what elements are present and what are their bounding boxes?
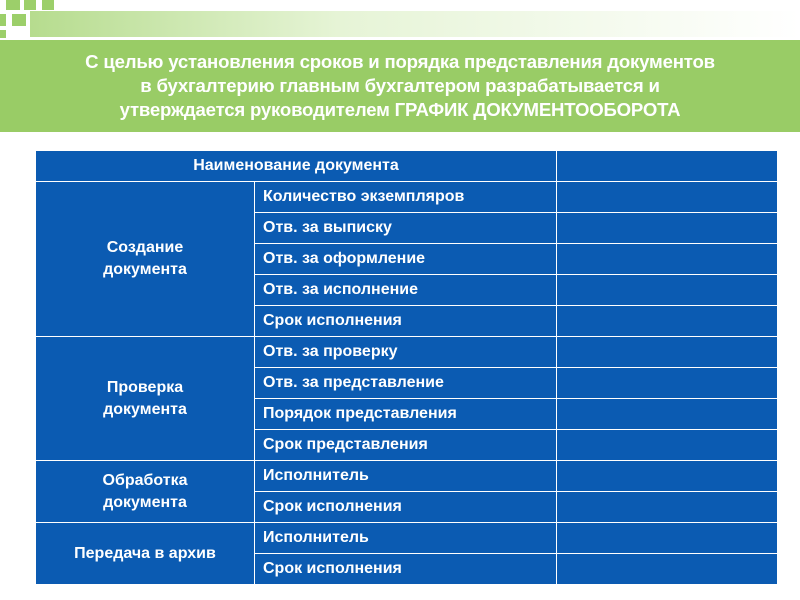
top-gradient-band: [30, 11, 800, 37]
empty-cell: [557, 554, 778, 585]
group-label-archive: [36, 523, 255, 585]
decor-square: [0, 14, 6, 26]
empty-cell: [557, 492, 778, 523]
header-line: С целью установления сроков и порядка представления документов: [85, 51, 715, 72]
empty-cell: [557, 399, 778, 430]
table-row: [36, 182, 778, 213]
document-flow-table: [35, 150, 778, 585]
row-label: Отв. за исполнение: [255, 275, 557, 306]
empty-cell: [557, 182, 778, 213]
header-line: утверждается руководителем ГРАФИК ДОКУМЕНТООБОРОТА: [119, 99, 681, 120]
row-label: Порядок представления: [255, 399, 557, 430]
row-label: Отв. за оформление: [255, 244, 557, 275]
empty-cell: [557, 213, 778, 244]
row-label: Срок представления: [255, 430, 557, 461]
decor-square: [6, 0, 20, 10]
row-label: Отв. за представление: [255, 368, 557, 399]
header-banner: [0, 40, 800, 132]
group-label-line: Обработка: [102, 471, 188, 489]
decor-square: [12, 14, 26, 26]
row-label: Срок исполнения: [255, 492, 557, 523]
row-label: Отв. за выписку: [255, 213, 557, 244]
decor-square: [24, 0, 36, 10]
group-label-line: Создание: [106, 239, 184, 256]
empty-cell: [557, 151, 778, 182]
group-label-line: документа: [103, 400, 187, 418]
empty-cell: [557, 337, 778, 368]
group-label-creation: [36, 182, 255, 337]
group-label-verification: [36, 337, 255, 461]
empty-cell: [557, 244, 778, 275]
row-label: Количество экземпляров: [255, 182, 557, 213]
row-label: Срок исполнения: [255, 554, 557, 585]
group-label-line: документа: [103, 261, 187, 278]
table-row: [36, 461, 778, 492]
table-header-row: [36, 151, 778, 182]
empty-cell: [557, 461, 778, 492]
decor-square: [0, 30, 6, 38]
row-label: Исполнитель: [255, 461, 557, 492]
group-label-line: документа: [103, 493, 187, 511]
row-label: Отв. за проверку: [255, 337, 557, 368]
row-label: Срок исполнения: [255, 306, 557, 337]
header-title: [5, 50, 795, 122]
header-line: в бухгалтерию главным бухгалтером разрабатывается и: [140, 75, 660, 96]
empty-cell: [557, 306, 778, 337]
empty-cell: [557, 275, 778, 306]
table-row: [36, 523, 778, 554]
table-row: [36, 337, 778, 368]
group-label-processing: [36, 461, 255, 523]
empty-cell: [557, 523, 778, 554]
decor-square: [42, 0, 54, 10]
row-label: Исполнитель: [255, 523, 557, 554]
group-label-line: Передача в архив: [74, 544, 216, 562]
column-header-document-name: Наименование документа: [36, 151, 557, 182]
group-label-line: Проверка: [106, 378, 184, 396]
empty-cell: [557, 368, 778, 399]
empty-cell: [557, 430, 778, 461]
